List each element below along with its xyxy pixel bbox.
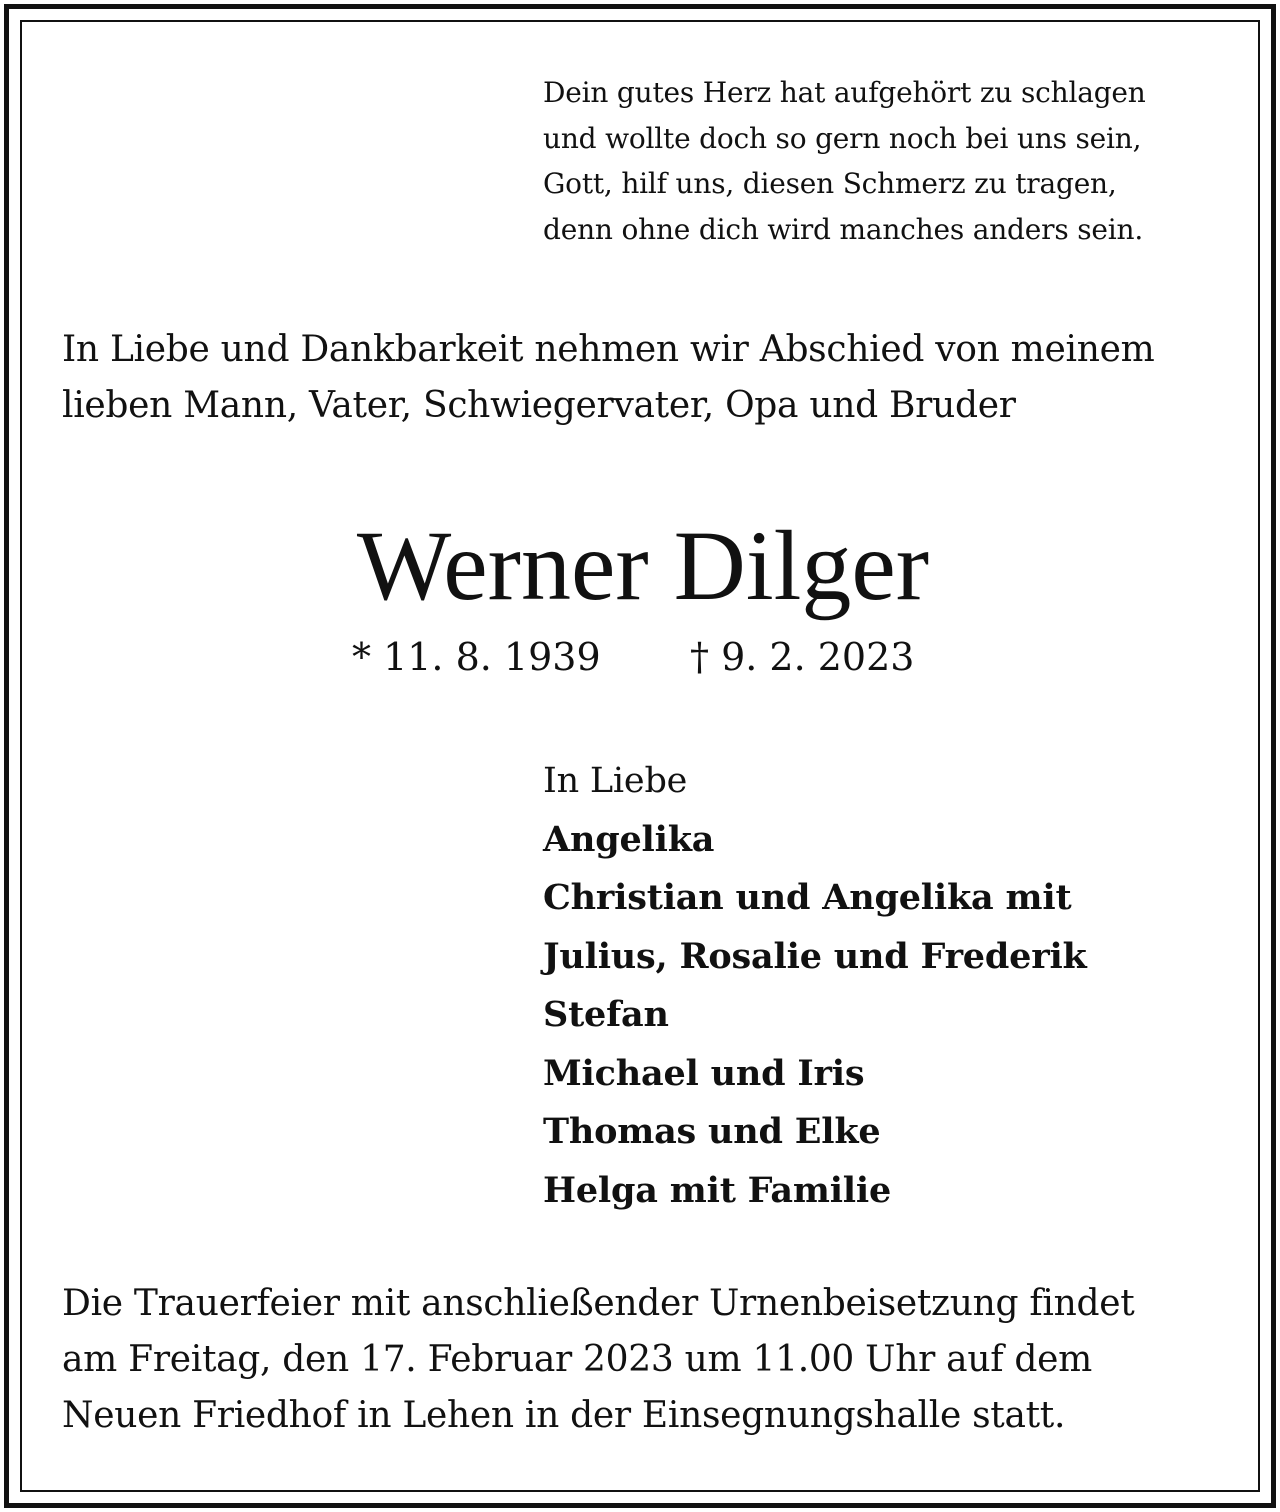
poem-line: Gott, hilf uns, diesen Schmerz zu tragen, xyxy=(543,167,1117,200)
birth-date: * 11. 8. 1939 xyxy=(352,635,601,679)
mourner-name: Thomas und Elke xyxy=(543,1111,881,1152)
service-details xyxy=(62,1276,1242,1444)
mourners-heading: In Liebe xyxy=(543,761,688,801)
death-date: † 9. 2. 2023 xyxy=(690,635,915,679)
poem-verse xyxy=(543,70,1243,252)
mourner-name: Christian und Angelika mit xyxy=(543,877,1072,918)
mourner-name: Michael und Iris xyxy=(543,1052,865,1094)
poem-line: Dein gutes Herz hat aufgehört zu schlagen xyxy=(543,76,1146,109)
mourner-name: Stefan xyxy=(543,994,669,1035)
mourner-name: Helga mit Familie xyxy=(543,1169,892,1211)
intro-line: lieben Mann, Vater, Schwiegervater, Opa und Bruder xyxy=(62,385,1016,426)
service-line: Neuen Friedhof in Lehen in der Einsegnungshalle statt. xyxy=(62,1395,1066,1436)
intro-line: In Liebe und Dankbarkeit nehmen wir Abschied von meinem xyxy=(62,329,1155,370)
poem-line: denn ohne dich wird manches anders sein. xyxy=(543,212,1144,246)
mourner-name: Julius, Rosalie und Frederik xyxy=(543,935,1087,977)
service-line: Die Trauerfeier mit anschließender Urnenbeisetzung findet xyxy=(62,1283,1135,1324)
mourner-name: Angelika xyxy=(543,818,715,860)
deceased-name: Werner Dilger xyxy=(356,510,930,621)
intro-text xyxy=(62,322,1242,434)
service-line: am Freitag, den 17. Februar 2023 um 11.00 Uhr auf dem xyxy=(62,1339,1092,1380)
poem-line: und wollte doch so gern noch bei uns sein, xyxy=(543,121,1142,155)
mourners-list xyxy=(543,752,1087,1220)
